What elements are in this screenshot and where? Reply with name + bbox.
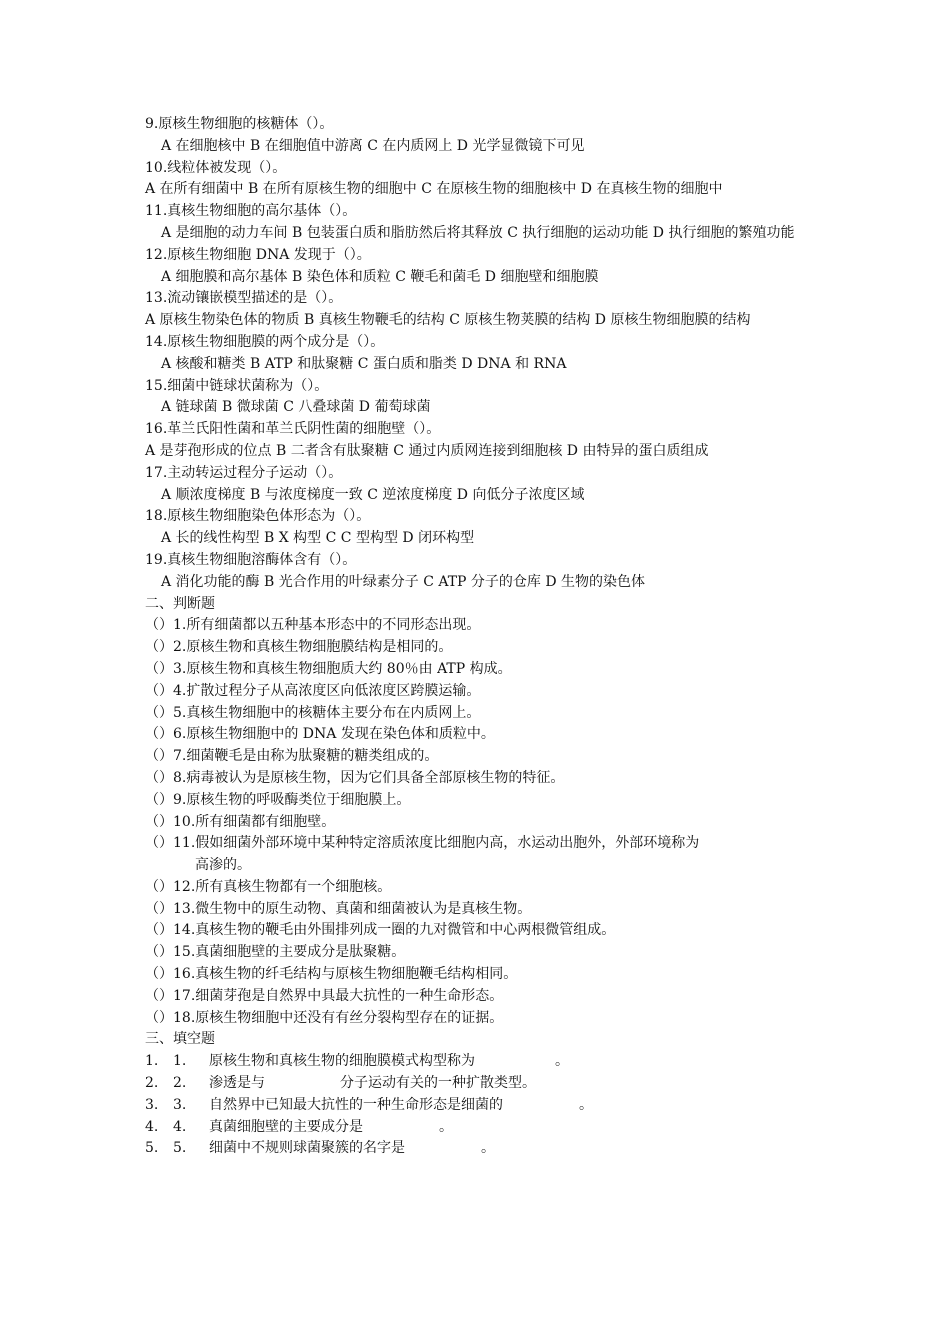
question-17: 17.主动转运过程分子运动（）。 [145,464,343,481]
tf-item: （）14.真核生物的鞭毛由外围排列成一圈的九对微管和中心两根微管组成。 [145,922,616,939]
tf-item: （）16.真核生物的纤毛结构与原核生物细胞鞭毛结构相同。 [145,966,518,983]
tf-item: （）9.原核生物的呼吸酶类位于细胞膜上。 [145,791,411,808]
fill-item-text: 真菌细胞壁的主要成分是 [209,1118,363,1135]
fill-item-number: 1. [145,1053,159,1070]
question-13-options: A 原核生物染色体的物质 B 真核生物鞭毛的结构 C 原核生物荚膜的结构 D 原核生物细胞膜的结构 [145,312,751,329]
tf-item: （）10.所有细菌都有细胞壁。 [145,813,336,830]
tf-item: （）5.真核生物细胞中的核糖体主要分布在内质网上。 [145,704,481,721]
tf-item: （）12.所有真核生物都有一个细胞核。 [145,878,392,895]
tf-item-continuation: 高渗的。 [195,857,251,874]
tf-item: （）1.所有细菌都以五种基本形态中的不同形态出现。 [145,617,481,634]
answer-blank[interactable] [405,1138,481,1160]
tf-item: （）17.细菌芽孢是自然界中具最大抗性的一种生命形态。 [145,987,504,1004]
question-19: 19.真核生物细胞溶酶体含有（）。 [145,551,357,568]
question-16-options: A 是芽孢形成的位点 B 二者含有肽聚糖 C 通过内质网连接到细胞核 D 由特异的蛋白质组成 [145,442,709,459]
question-11-options: A 是细胞的动力车间 B 包装蛋白质和脂肪然后将其释放 C 执行细胞的运动功能 D 执行细胞的繁殖功能 [161,224,795,241]
section-heading-judgement: 二、判断题 [145,595,215,612]
section-heading-fill-in: 三、填空题 [145,1031,215,1048]
tf-item: （）13.微生物中的原生动物、真菌和细菌被认为是真核生物。 [145,900,532,917]
question-14-options: A 核酸和糖类 B ATP 和肽聚糖 C 蛋白质和脂类 D DNA 和 RNA [161,355,567,372]
fill-item-subnumber: 4. [173,1118,187,1135]
fill-item-text: 细菌中不规则球菌聚簇的名字是 [209,1140,405,1157]
tf-item: （）6.原核生物细胞中的 DNA 发现在染色体和质粒中。 [145,726,495,743]
tf-item: （）4.扩散过程分子从高浓度区向低浓度区跨膜运输。 [145,682,481,699]
fill-item-subnumber: 3. [173,1096,187,1113]
question-13: 13.流动镶嵌模型描述的是（）。 [145,290,343,307]
tf-item: （）7.细菌鞭毛是由称为肽聚糖的糖类组成的。 [145,748,439,765]
fill-item-end: 。 [555,1053,569,1070]
fill-item-subnumber: 5. [173,1140,187,1157]
fill-item-end: 分子运动有关的一种扩散类型。 [340,1075,536,1092]
fill-item-number: 2. [145,1075,159,1092]
fill-item-2 [145,1073,815,1095]
fill-item-end: 。 [481,1140,495,1157]
document-page [145,114,815,1160]
answer-blank[interactable] [503,1095,579,1117]
question-18: 18.原核生物细胞染色体形态为（）。 [145,508,371,525]
fill-item-1 [145,1051,815,1073]
tf-item: （）15.真菌细胞壁的主要成分是肽聚糖。 [145,944,406,961]
question-16: 16.革兰氏阳性菌和革兰氏阴性菌的细胞壁（）。 [145,421,441,438]
answer-blank[interactable] [475,1051,555,1073]
question-9-options: A 在细胞核中 B 在细胞值中游离 C 在内质网上 D 光学显微镜下可见 [161,137,585,154]
answer-blank[interactable] [363,1117,439,1139]
fill-item-5 [145,1138,815,1160]
fill-item-3 [145,1095,815,1117]
tf-item: （）11.假如细菌外部环境中某种特定溶质浓度比细胞内高，水运动出胞外，外部环境称为 [145,835,700,852]
fill-item-text: 渗透是与 [209,1075,265,1092]
fill-item-4 [145,1117,815,1139]
question-9: 9.原核生物细胞的核糖体（）。 [145,116,334,132]
question-10: 10.线粒体被发现（）。 [145,159,287,176]
fill-item-end: 。 [579,1096,593,1113]
fill-item-subnumber: 2. [173,1075,187,1092]
fill-item-number: 3. [145,1096,159,1113]
fill-item-subnumber: 1. [173,1053,187,1070]
fill-item-number: 4. [145,1118,159,1135]
question-10-options: A 在所有细菌中 B 在所有原核生物的细胞中 C 在原核生物的细胞核中 D 在真核生物的细胞中 [145,181,723,198]
question-11: 11.真核生物细胞的高尔基体（）。 [145,203,357,220]
question-12: 12.原核生物细胞 DNA 发现于（）。 [145,246,371,263]
fill-item-text: 自然界中已知最大抗性的一种生命形态是细菌的 [209,1096,503,1113]
tf-item: （）18.原核生物细胞中还没有有丝分裂构型存在的证据。 [145,1009,504,1026]
fill-item-text: 原核生物和真核生物的细胞膜模式构型称为 [209,1053,475,1070]
fill-item-number: 5. [145,1140,159,1157]
tf-item: （）3.原核生物和真核生物细胞质大约 80％由 ATP 构成。 [145,660,512,677]
tf-item: （）8.病毒被认为是原核生物，因为它们具备全部原核生物的特征。 [145,769,565,786]
question-15: 15.细菌中链球状菌称为（）。 [145,377,329,394]
tf-item: （）2.原核生物和真核生物细胞膜结构是相同的。 [145,639,453,656]
question-12-options: A 细胞膜和高尔基体 B 染色体和质粒 C 鞭毛和菌毛 D 细胞壁和细胞膜 [161,268,599,285]
question-15-options: A 链球菌 B 微球菌 C 八叠球菌 D 葡萄球菌 [161,399,431,416]
answer-blank[interactable] [265,1073,340,1095]
question-19-options: A 消化功能的酶 B 光合作用的叶绿素分子 C ATP 分子的仓库 D 生物的染色体 [161,573,646,590]
question-17-options: A 顺浓度梯度 B 与浓度梯度一致 C 逆浓度梯度 D 向低分子浓度区域 [161,486,585,503]
question-14: 14.原核生物细胞膜的两个成分是（）。 [145,333,385,350]
fill-item-end: 。 [439,1118,453,1135]
question-18-options: A 长的线性构型 B X 构型 C C 型构型 D 闭环构型 [161,530,475,547]
